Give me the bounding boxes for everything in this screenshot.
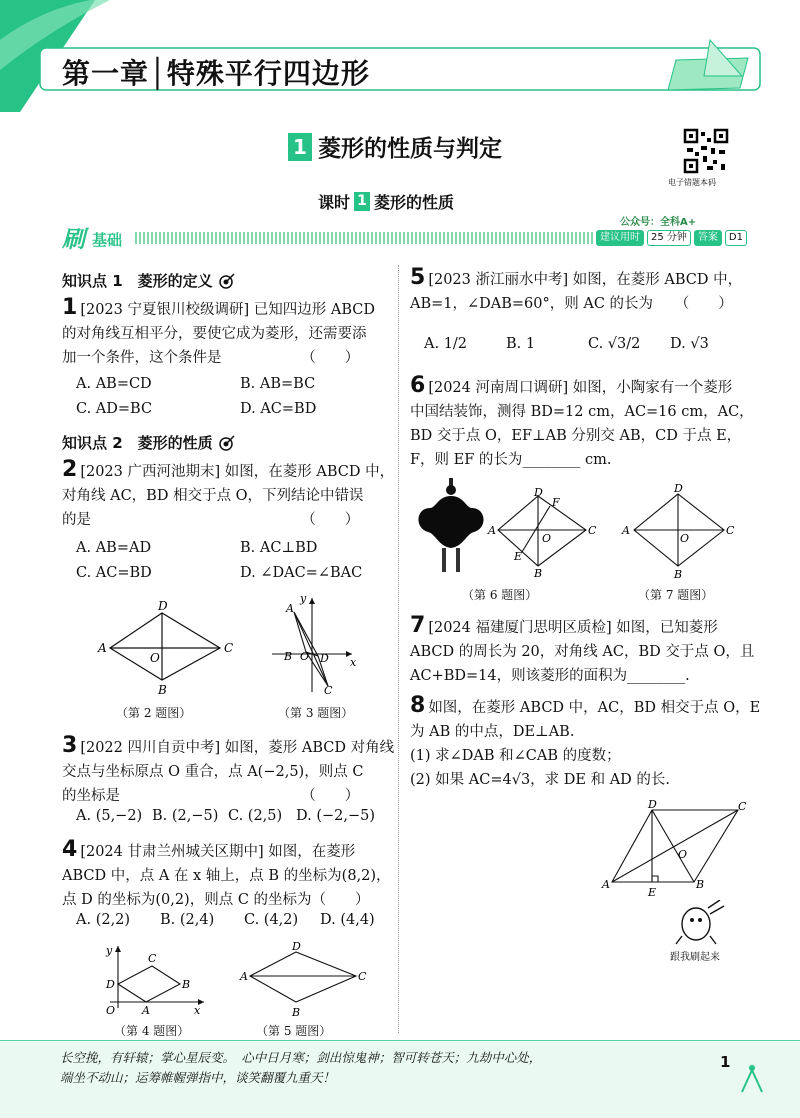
footer-poem — [60, 1048, 700, 1088]
page-number: 1 — [720, 1053, 731, 1071]
q7-number: 7 — [410, 613, 426, 638]
q3-option-b: B. (2,−5) — [152, 808, 219, 824]
q2-number: 2 — [62, 457, 78, 482]
q2-option-d: D. ∠DAC=∠BAC — [240, 565, 363, 581]
figure-6 — [486, 486, 598, 578]
answer-label: 答案 — [694, 230, 722, 246]
label-o: O — [678, 848, 688, 861]
knowledge-point-2 — [62, 432, 235, 453]
kp1-title: 知识点 1 菱形的定义 — [62, 272, 213, 290]
q7-line: ABCD 的周长为 20，对角线 AC，BD 交于点 O，且 — [410, 644, 755, 660]
question-5 — [410, 266, 742, 316]
question-3 — [62, 734, 394, 808]
mascot-image — [668, 900, 728, 946]
fig4-caption: （第 4 题图） — [114, 1024, 190, 1038]
label-e: E — [514, 550, 523, 563]
q7-line: AC+BD=14，则该菱形的面积为________. — [410, 668, 690, 684]
q3-line: [2022 四川自贡中考] 如图，菱形 ABCD 对角线 — [80, 740, 395, 756]
label-c: C — [224, 641, 234, 655]
label-d: D — [320, 652, 329, 665]
label-a: A — [622, 524, 630, 537]
figure-2 — [90, 598, 240, 696]
fig6-caption: （第 6 题图） — [462, 588, 538, 602]
wechat-account: 公众号：全科A+ — [620, 217, 697, 228]
figure-7 — [620, 484, 740, 578]
fig3-caption: （第 3 题图） — [278, 706, 354, 720]
section-band — [135, 232, 593, 244]
q3-option-c: C. (2,5) — [228, 808, 283, 824]
label-d: D — [292, 940, 301, 953]
fig7-caption: （第 7 题图） — [638, 588, 714, 602]
label-b: B — [158, 683, 167, 696]
q6-line: BD 交于点 O，EF⊥AB 分别交 AB，CD 于点 E， — [410, 428, 742, 444]
q1-number: 1 — [62, 295, 78, 320]
q2-line: 对角线 AC，BD 相交于点 O，下列结论中错误 — [62, 488, 364, 504]
label-c: C — [738, 800, 747, 813]
knowledge-point-1 — [62, 270, 235, 291]
label-b: B — [182, 978, 191, 991]
target-icon — [219, 435, 235, 451]
label-x: x — [194, 1004, 201, 1017]
q3-line: 的坐标是 （ ） — [62, 788, 360, 804]
q1-option-d: D. AC=BD — [240, 401, 317, 417]
q6-number: 6 — [410, 373, 426, 398]
q1-option-b: B. AB=BC — [240, 376, 316, 392]
q8-line: (1) 求∠DAB 和∠CAB 的度数； — [410, 748, 621, 764]
q4-number: 4 — [62, 837, 78, 862]
label-d: D — [106, 978, 115, 991]
answer-page: D1 — [725, 230, 747, 246]
label-c: C — [726, 524, 735, 537]
label-d: D — [674, 484, 683, 495]
time-label: 建议用时 — [596, 230, 644, 246]
label-e: E — [648, 886, 657, 899]
label-b: B — [292, 1006, 301, 1019]
q2-option-c: C. AC=BD — [76, 565, 152, 581]
q1-line: 加一个条件，这个条件是 （ ） — [62, 350, 360, 366]
q4-option-d: D. (4,4) — [320, 912, 375, 928]
question-7 — [410, 614, 754, 688]
q2-line: 的是 （ ） — [62, 512, 360, 528]
question-1 — [62, 296, 375, 370]
q8-number: 8 — [410, 693, 426, 718]
figure-3 — [268, 592, 358, 696]
kp2-title: 知识点 2 菱形的性质 — [62, 434, 213, 452]
footer-line-1: 长空挽，有轩辕；掌心星辰变。 心中日月寒；剑出惊鬼神；智可转苍天；九劫中心处， — [60, 1050, 542, 1065]
label-c: C — [324, 684, 333, 696]
q5-line: [2023 浙江丽水中考] 如图，在菱形 ABCD 中， — [428, 272, 743, 288]
q1-line: 的对角线互相平分，要使它成为菱形，还需要添 — [62, 326, 367, 342]
q8-line: (2) 如果 AC=4√3，求 DE 和 AD 的长. — [410, 772, 671, 788]
target-icon — [219, 273, 235, 289]
label-b: B — [534, 567, 543, 578]
q2-line: [2023 广西河池期末] 如图，在菱形 ABCD 中， — [80, 464, 395, 480]
q2-option-a: A. AB=AD — [76, 540, 152, 556]
label-f: F — [552, 496, 560, 509]
label-d: D — [158, 599, 168, 613]
q2-option-b: B. AC⊥BD — [240, 540, 318, 556]
label-a: A — [240, 970, 248, 983]
q5-option-c: C. √3/2 — [588, 336, 641, 352]
q4-option-b: B. (2,4) — [160, 912, 215, 928]
q3-line: 交点与坐标原点 O 重合，点 A(−2,5)，则点 C — [62, 764, 364, 780]
q6-line: F，则 EF 的长为________ cm. — [410, 452, 612, 468]
time-value: 25 分钟 — [647, 230, 691, 246]
label-d: D — [648, 800, 657, 811]
q1-line: [2023 宁夏银川校级调研] 已知四边形 ABCD — [80, 302, 375, 318]
label-o: O — [300, 650, 310, 663]
label-y: y — [300, 592, 307, 605]
fig5-caption: （第 5 题图） — [256, 1024, 332, 1038]
label-y: y — [106, 944, 113, 957]
q3-option-a: A. (5,−2) — [76, 808, 143, 824]
chinese-knot-image — [412, 478, 490, 578]
lesson-number: 1 — [288, 133, 312, 161]
question-2 — [62, 458, 394, 532]
label-a: A — [142, 1004, 150, 1017]
label-x: x — [350, 656, 357, 669]
label-a: A — [488, 524, 496, 537]
section-subtitle: 基础 — [92, 231, 123, 249]
figure-8 — [598, 800, 758, 900]
q4-line: [2024 甘肃兰州城关区期中] 如图，在菱形 — [80, 844, 356, 860]
q4-line: 点 D 的坐标为(0,2)，则点 C 的坐标为（ ） — [62, 892, 370, 908]
figure-5 — [238, 940, 368, 1020]
q5-number: 5 — [410, 265, 426, 290]
label-o: O — [542, 532, 552, 545]
period-title: 菱形的性质 — [374, 193, 455, 212]
mascot-caption: 跟我刷起来 — [670, 952, 720, 963]
label-c: C — [358, 970, 367, 983]
label-b: B — [696, 878, 705, 891]
q8-line: 如图，在菱形 ABCD 中，AC，BD 相交于点 O，E — [428, 700, 761, 716]
q5-option-d: D. √3 — [670, 336, 709, 352]
footer-line-2: 端坐不动山；运筹帷幄弹指中，谈笑翻覆九重天！ — [60, 1070, 336, 1085]
q6-line: 中国结装饰，测得 BD=12 cm，AC=16 cm，AC， — [410, 404, 754, 420]
q5-line: AB=1，∠DAB=60°，则 AC 的长为 （ ） — [410, 296, 733, 312]
section-title: 刷 — [62, 227, 85, 253]
column-divider — [398, 265, 399, 1033]
q4-option-a: A. (2,2) — [76, 912, 131, 928]
label-a: A — [98, 641, 107, 655]
q8-line: 为 AB 的中点，DE⊥AB. — [410, 724, 575, 740]
q3-option-d: D. (−2,−5) — [296, 808, 375, 824]
period-heading — [318, 190, 454, 213]
question-8 — [410, 694, 760, 792]
label-o: O — [150, 651, 160, 665]
label-c: C — [588, 524, 597, 537]
figure-4 — [100, 942, 210, 1018]
q6-line: [2024 河南周口调研] 如图，小陶家有一个菱形 — [428, 380, 733, 396]
question-4 — [62, 838, 391, 912]
fig2-caption: （第 2 题图） — [116, 706, 192, 720]
q5-option-b: B. 1 — [506, 336, 536, 352]
label-c: C — [148, 952, 157, 965]
lesson-title: 菱形的性质与判定 — [318, 135, 502, 162]
label-b: B — [284, 650, 293, 663]
time-box — [596, 230, 747, 246]
label-o: O — [680, 532, 690, 545]
label-o: O — [106, 1004, 116, 1017]
lesson-heading — [288, 130, 502, 163]
question-6 — [410, 374, 754, 472]
qr-code-icon[interactable] — [683, 128, 729, 174]
qr-caption: 电子错题本码 — [668, 178, 716, 187]
period-label: 课时 — [318, 193, 351, 212]
q4-option-c: C. (4,2) — [244, 912, 299, 928]
period-number: 1 — [354, 192, 370, 211]
q3-number: 3 — [62, 733, 78, 758]
q7-line: [2024 福建厦门思明区质检] 如图，已知菱形 — [428, 620, 718, 636]
label-b: B — [674, 568, 683, 578]
label-a: A — [602, 878, 610, 891]
label-a: A — [286, 602, 294, 615]
chapter-title: 第一章│特殊平行四边形 — [62, 57, 370, 90]
q1-option-c: C. AD=BC — [76, 401, 153, 417]
label-d: D — [534, 486, 543, 499]
q4-line: ABCD 中，点 A 在 x 轴上，点 B 的坐标为(8,2)， — [62, 868, 391, 884]
q5-option-a: A. 1/2 — [424, 336, 468, 352]
q1-option-a: A. AB=CD — [76, 376, 152, 392]
